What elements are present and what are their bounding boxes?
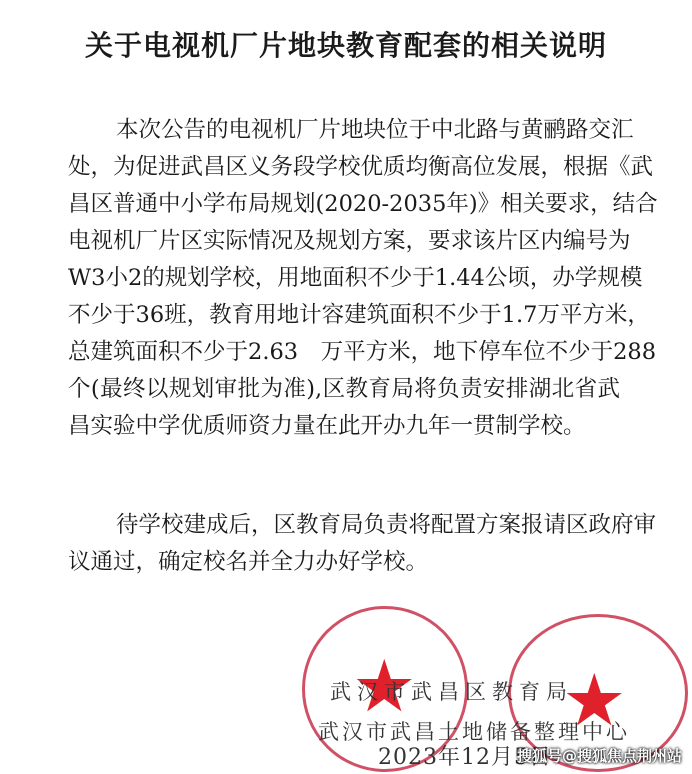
signature-date: 2023年12月5日 (378, 745, 552, 770)
paragraph-line: W3小2的规划学校，用地面积不少于1.44公顷，办学规模 (68, 265, 643, 291)
paragraph-line: 本次公告的电视机厂片地块位于中北路与黄鹂路交汇 (116, 117, 634, 143)
paragraph-line: 议通过，确定校名并全力办好学校。 (68, 549, 429, 575)
paragraph-line: 待学校建成后，区教育局负责将配置方案报请区政府审 (116, 512, 657, 538)
paragraph-line: 电视机厂片区实际情况及规划方案，要求该片区内编号为 (68, 228, 631, 254)
paragraph-line: 处，为促进武昌区义务段学校优质均衡高位发展，根据《武 (68, 154, 654, 180)
watermark: 搜狐号@搜狐焦点荆州站 (516, 747, 682, 765)
paragraph-line: 不少于36班，教育用地计容建筑面积不少于1.7万平方米， (68, 302, 650, 328)
paragraph-line: 总建筑面积不少于2.63 万平方米，地下停车位不少于288 (68, 339, 657, 365)
seal-star-icon: ★ (352, 644, 417, 728)
document-title: 关于电视机厂片地块教育配套的相关说明 (84, 29, 607, 62)
signature-org1: 武汉市武昌区教育局 (330, 680, 573, 704)
paragraph-line: 个(最终以规划审批为准),区教育局将负责安排湖北省武 (68, 376, 620, 402)
paragraph-line: 昌区普通中小学布局规划(2020-2035年)》相关要求，结合 (68, 191, 658, 217)
seal-star-icon: ★ (562, 658, 627, 742)
paragraph-line: 昌实验中学优质师资力量在此开办九年一贯制学校。 (68, 413, 586, 439)
signature-org2: 武汉市武昌土地储备整理中心 (318, 720, 630, 744)
